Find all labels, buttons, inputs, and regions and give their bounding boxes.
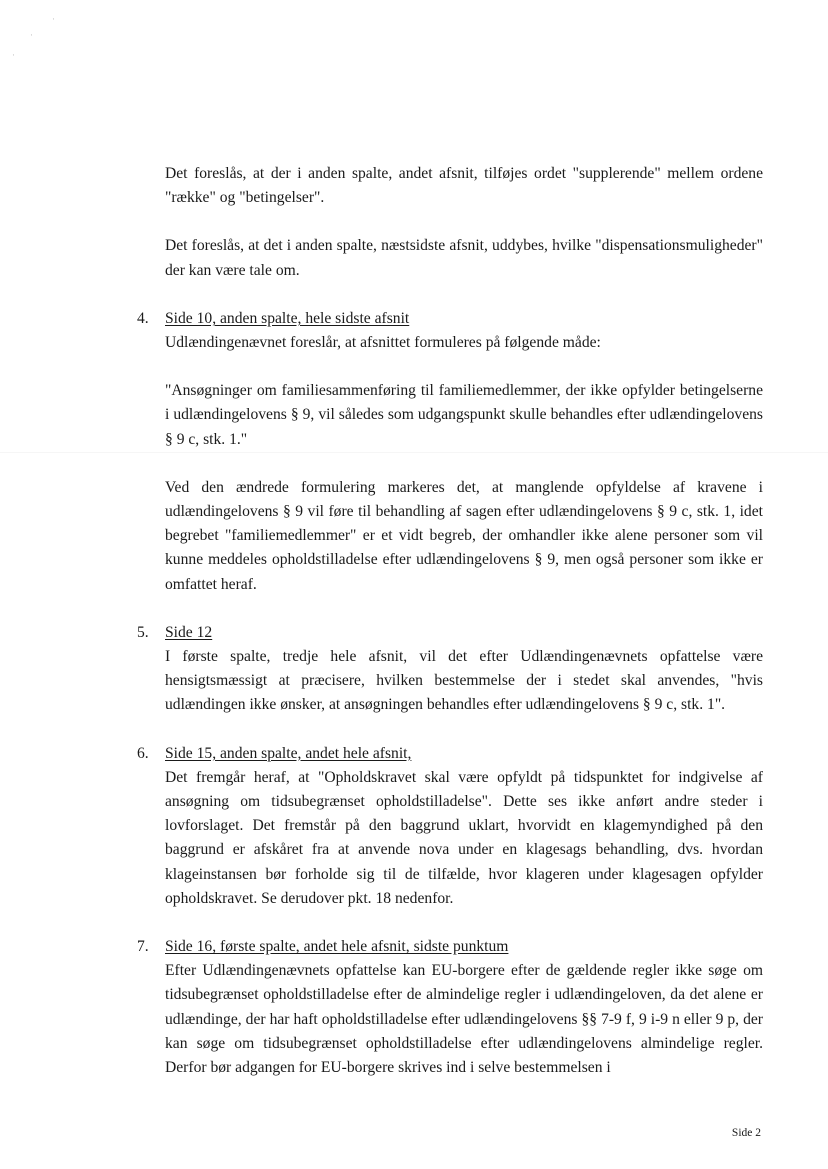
document-body [137, 162, 763, 1080]
item-heading: Side 16, første spalte, andet hele afsnit, sidste punktum [165, 938, 509, 956]
item-heading: Side 12 [165, 623, 213, 641]
item-heading: Side 15, anden spalte, andet hele afsnit, [165, 744, 412, 762]
paragraph: Det foreslås, at der i anden spalte, andet afsnit, tilføjes ordet "supplerende" mellem ordene "række" og "betingelser". [165, 165, 763, 207]
scan-speck: · [12, 50, 15, 60]
paragraph: Udlændingenævnet foreslår, at afsnittet formuleres på følgende måde: [165, 334, 601, 352]
item-number: 6. [137, 744, 149, 762]
item-number: 4. [137, 309, 149, 327]
paragraph: Det fremgår heraf, at "Opholdskravet skal være opfyldt på tidspunktet for indgivelse af ansøgning om tidsubegrænset opholdstilladelse". Dette ses ikke anført andre steder i lovforslaget. Det fremstår på den baggrund uklart, hvorvidt en klagemyndighed på den baggrund er afskåret fra at anvende nova under en klagesags behandling, dvs. hvordan klageinstansen bør forholde sig til de tilfælde, hvor klageren under klagesagen opfylder opholdskravet. Se derudover pkt. 18 nedenfor. [165, 768, 763, 907]
list-item-4 [137, 307, 763, 597]
scan-speck: · [52, 14, 55, 24]
page-number: Side 2 [731, 1127, 761, 1139]
paragraph: I første spalte, tredje hele afsnit, vil det efter Udlændingenævnets opfattelse være hensigtsmæssigt at præcisere, hvilken bestemmelse der i stedet skal anvendes, "hvis udlændingen ikke ønsker, at ansøgningen behandles efter udlændingelovens § 9 c, stk. 1". [165, 648, 763, 714]
quote-paragraph: "Ansøgninger om familiesammenføring til familiemedlemmer, der ikke opfylder betingelserne i udlændingelovens § 9, vil således som udgangspunkt skulle behandles efter udlændingelovens § 9 c, stk. 1." [165, 382, 763, 448]
item-number: 5. [137, 623, 149, 641]
list-item-7 [137, 935, 763, 1080]
item-heading: Side 10, anden spalte, hele sidste afsnit [165, 309, 410, 327]
list-item-5 [137, 621, 763, 718]
scan-speck: · [30, 30, 33, 40]
item-number: 7. [137, 938, 149, 956]
paragraph: Det foreslås, at det i anden spalte, næstsidste afsnit, uddybes, hvilke "dispensationsmuligheder" der kan være tale om. [165, 237, 763, 279]
list-item-6 [137, 742, 763, 911]
paragraph: Ved den ændrede formulering markeres det, at manglende opfyldelse af kravene i udlændingelovens § 9 vil føre til behandling af sagen efter udlændingelovens § 9 c, stk. 1, idet begrebet "familiemedlemmer" er et vidt begreb, der omhandler ikke alene personer som vil kunne meddeles opholdstilladelse efter udlændingelovens § 9, men også personer som ikke er omfattet heraf. [165, 478, 763, 593]
paragraph: Efter Udlændingenævnets opfattelse kan EU-borgere efter de gældende regler ikke søge om tidsubegrænset opholdstilladelse efter de almindelige regler i udlændingeloven, da det alene er udlændinge, der har haft opholdstilladelse efter udlændingelovens §§ 7-9 f, 9 i-9 n eller 9 p, der kan søge om tidsubegrænset opholdstilladelse efter udlændingelovens almindelige regler. Derfor bør adgangen for EU-borgere skrives ind i selve bestemmelsen i [165, 962, 763, 1077]
